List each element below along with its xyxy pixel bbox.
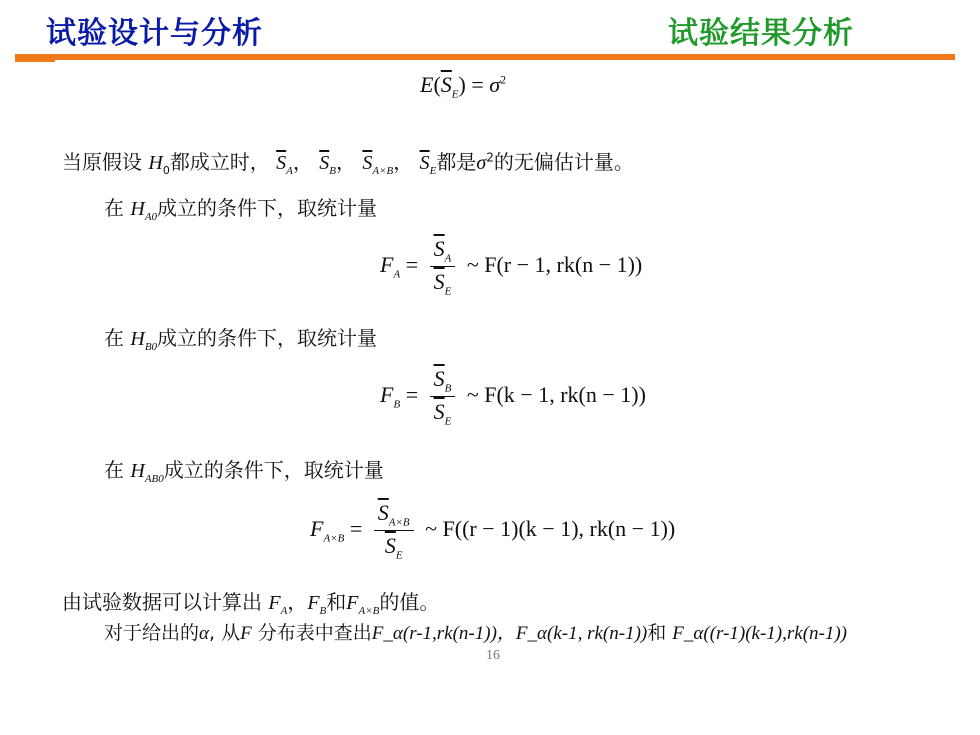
page-number: 16 xyxy=(486,648,500,663)
statistic-fa: $F_A$ = $\frac{\overline{S}_A}{\overline{S}_E}$ ~ F(r − 1, rk(n − 1)) xyxy=(380,236,643,298)
header-rule-accent xyxy=(15,60,55,62)
condition-a: 在 $H_{A0}$成立的条件下，取统计量 xyxy=(104,196,378,223)
hypothesis-statement: 当原假设 $H_0$都成立时， $\overline{S}_A$， $\overline{S}_B$， $\overline{S}_{A\times B}$， $\overline{S}_E$都是$\sigma^2$的无偏估计量。 xyxy=(62,150,634,177)
statistic-fb: $F_B$ = $\frac{\overline{S}_B}{\overline{S}_E}$ ~ F(k − 1, rk(n − 1)) xyxy=(380,366,646,428)
lookup-statement: 对于给出的α, 从F 分布表中查出F_α(r-1,rk(n-1))，F_α(k-1, rk(n-1))和 F_α((r-1)(k-1),rk(n-1)) xyxy=(104,622,847,644)
expectation-equation: $E(\overline{S}_E) = \sigma^2$ xyxy=(420,72,507,101)
condition-b: 在 $H_{B0}$成立的条件下，取统计量 xyxy=(104,326,378,353)
course-title: 试验设计与分析 xyxy=(46,16,263,51)
statistic-fab: $F_{A\times B}$ = $\frac{\overline{S}_{A\times B}}{\overline{S}_E}$ ~ F((r − 1)(k − 1), rk(n − 1)) xyxy=(310,500,676,562)
header-rule xyxy=(15,54,955,60)
section-title: 试验结果分析 xyxy=(668,16,854,51)
compute-statement: 由试验数据可以计算出 $F_A$，$F_B$和$F_{A\times B}$的值。 xyxy=(62,590,440,617)
condition-ab: 在 $H_{AB0}$成立的条件下，取统计量 xyxy=(104,458,384,485)
